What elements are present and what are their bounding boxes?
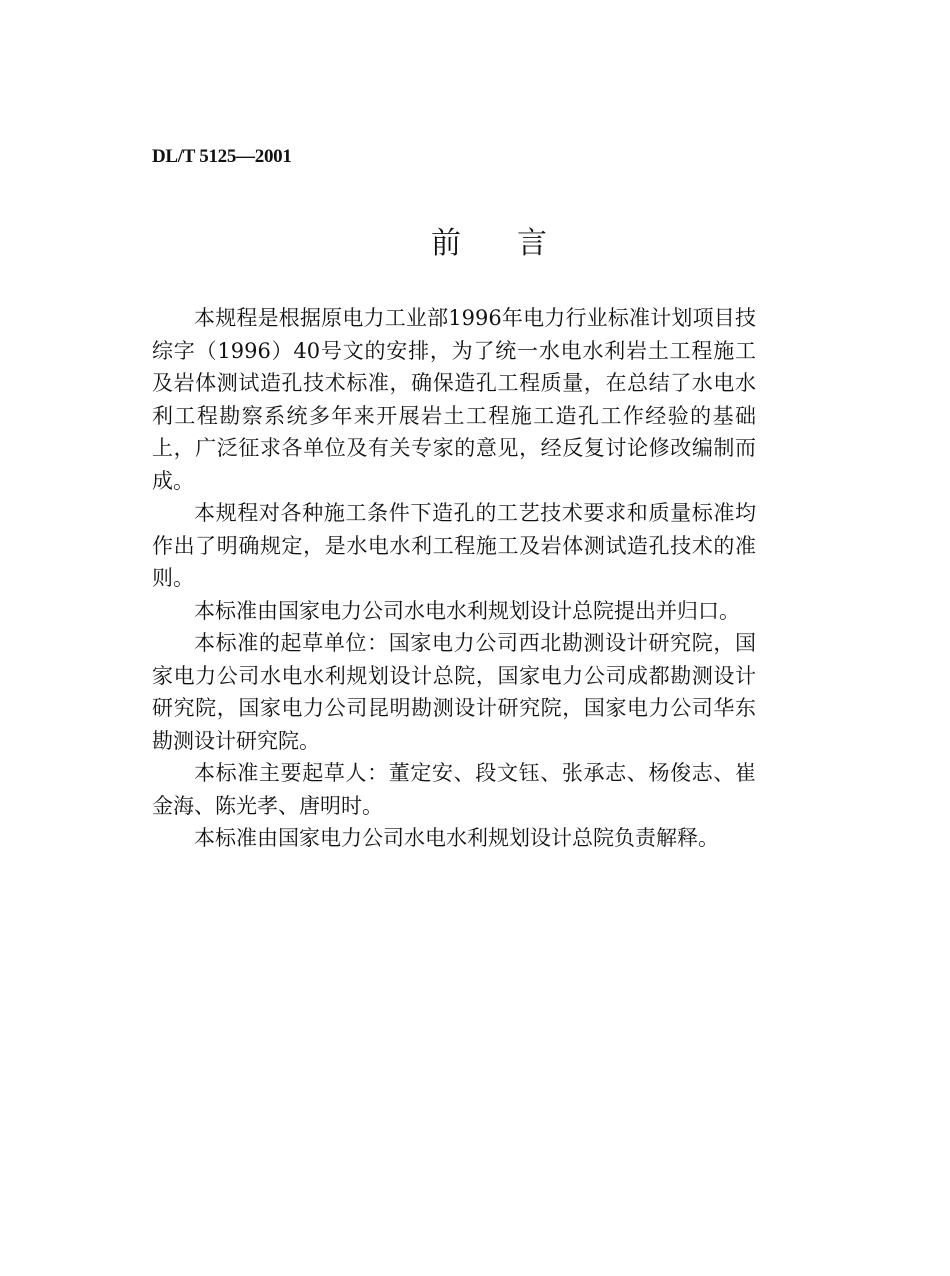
paragraph: 本规程对各种施工条件下造孔的工艺技术要求和质量标准均作出了明确规定，是水电水利工程施工及岩体测试造孔技术的准则。 <box>152 501 756 590</box>
preface-body <box>152 302 756 855</box>
paragraph: 本规程是根据原电力工业部1996年电力行业标准计划项目技综字（1996）40号文的安排，为了统一水电水利岩土工程施工及岩体测试造孔技术标准，确保造孔工程质量，在总结了水电水利工程勘察系统多年来开展岩土工程施工造孔工作经验的基础上，广泛征求各单位及有关专家的意见，经反复讨论修改编制而成。 <box>152 306 756 493</box>
paragraph: 本标准由国家电力公司水电水利规划设计总院负责解释。 <box>194 826 719 850</box>
paragraph: 本标准的起草单位：国家电力公司西北勘测设计研究院，国家电力公司水电水利规划设计总院，国家电力公司成都勘测设计研究院，国家电力公司昆明勘测设计研究院，国家电力公司华东勘测设计研究院。 <box>152 631 756 753</box>
page-title: 前言 <box>431 226 603 261</box>
paragraph: 本标准由国家电力公司水电水利规划设计总院提出并归口。 <box>194 598 740 623</box>
paragraph: 本标准主要起草人：董定安、段文钰、张承志、杨俊志、崔金海、陈光孝、唐明时。 <box>152 761 756 818</box>
standard-code: DL/T 5125—2001 <box>152 146 292 167</box>
